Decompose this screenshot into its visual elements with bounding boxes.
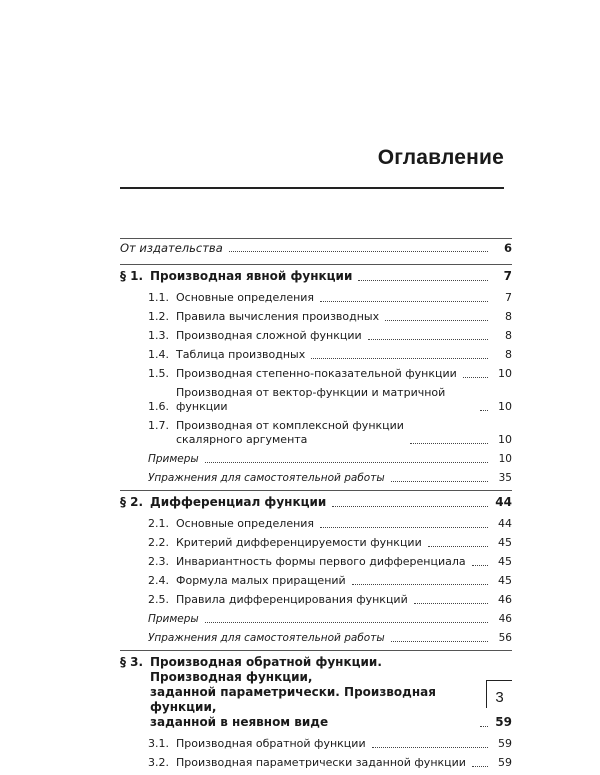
entry-number: 2.3. [148, 555, 169, 568]
section-rule [120, 650, 512, 651]
toc-entry-1-3[interactable] [120, 329, 512, 343]
leader-dots [205, 622, 488, 623]
toc-entry-2-examples[interactable] [120, 612, 512, 626]
entry-page: 10 [498, 433, 512, 446]
toc-entry-1-1[interactable] [120, 291, 512, 305]
leader-dots [332, 506, 488, 507]
entry-title: Производная параметрически заданной функции [176, 756, 466, 769]
entry-page: 45 [498, 536, 512, 549]
toc-entry-1-4[interactable] [120, 348, 512, 362]
leader-dots [480, 410, 488, 411]
section-title-line: заданной параметрически. Производная функции, [150, 685, 436, 714]
toc-entry-2-3[interactable] [120, 555, 512, 569]
entry-page: 7 [505, 291, 512, 304]
leader-dots [205, 462, 488, 463]
section-title: Производная явной функции [150, 269, 353, 283]
entry-number: 1.3. [148, 329, 169, 342]
entry-title: Примеры [148, 613, 199, 625]
section-page: 44 [495, 495, 512, 509]
entry-title-line: Производная от комплексной функции [176, 419, 404, 432]
leader-dots [391, 641, 488, 642]
section-title-line: заданной в неявном виде [150, 715, 329, 729]
leader-dots [414, 603, 488, 604]
entry-title: Примеры [148, 453, 199, 465]
entry-title: Упражнения для самостоятельной работы [148, 472, 385, 484]
entry-page: 10 [498, 400, 512, 413]
entry-page: 59 [498, 737, 512, 750]
entry-page: 56 [498, 632, 512, 644]
entry-page: 45 [498, 555, 512, 568]
entry-number: 2.4. [148, 574, 169, 587]
entry-page: 8 [505, 310, 512, 323]
entry-number: 1.2. [148, 310, 169, 323]
section-title [150, 655, 474, 730]
toc-entry-3-1[interactable] [120, 737, 512, 751]
entry-number: 1.4. [148, 348, 169, 361]
entry-number: 1.1. [148, 291, 169, 304]
leader-dots [410, 443, 488, 444]
entry-number: 1.7. [148, 419, 169, 432]
section-page: 7 [503, 269, 512, 283]
toc-entry-1-5[interactable] [120, 367, 512, 381]
title-rule [120, 187, 504, 189]
page-title: Оглавление [377, 146, 504, 169]
section-title: Дифференциал функции [150, 495, 327, 509]
toc-entry-1-7[interactable] [120, 419, 512, 447]
entry-title: Производная степенно-показательной функции [176, 367, 457, 380]
section-number: § 1. [120, 269, 144, 283]
toc-rule [120, 238, 512, 239]
entry-page: 44 [498, 517, 512, 530]
entry-title: Правила вычисления производных [176, 310, 380, 323]
leader-dots [311, 358, 488, 359]
toc-entry-label: От издательства [120, 241, 223, 255]
section-rule [120, 264, 512, 265]
entry-title: Упражнения для самостоятельной работы [148, 632, 385, 644]
toc-entry-3-2[interactable] [120, 756, 512, 770]
leader-dots [472, 565, 488, 566]
entry-number: 2.1. [148, 517, 169, 530]
table-of-contents [120, 238, 512, 775]
entry-page: 59 [498, 756, 512, 769]
entry-title: Производная обратной функции [176, 737, 366, 750]
leader-dots [385, 320, 488, 321]
entry-number: 1.6. [148, 400, 169, 413]
leader-dots [320, 301, 488, 302]
section-rule [120, 490, 512, 491]
entry-title: Критерий дифференцируемости функции [176, 536, 422, 549]
toc-entry-1-examples[interactable] [120, 452, 512, 466]
leader-dots [320, 527, 488, 528]
toc-entry-from-publisher[interactable] [120, 241, 512, 255]
entry-page: 10 [498, 453, 512, 465]
toc-entry-2-1[interactable] [120, 517, 512, 531]
leader-dots [358, 280, 488, 281]
section-page: 59 [495, 715, 512, 729]
entry-title: Таблица производных [176, 348, 306, 361]
section-number: § 3. [120, 655, 144, 669]
entry-title: Производная от вектор-функции и матричной функции [176, 386, 446, 413]
entry-number: 3.2. [148, 756, 169, 769]
entry-number: 1.5. [148, 367, 169, 380]
toc-entry-1-6[interactable] [120, 386, 512, 414]
entry-title: Основные определения [176, 291, 315, 304]
toc-entry-2-2[interactable] [120, 536, 512, 550]
leader-dots [428, 546, 488, 547]
entry-title: Правила дифференцирования функций [176, 593, 408, 606]
toc-entry-1-2[interactable] [120, 310, 512, 324]
leader-dots [352, 584, 488, 585]
toc-section-1[interactable] [120, 269, 512, 284]
toc-entry-2-4[interactable] [120, 574, 512, 588]
entry-number: 2.2. [148, 536, 169, 549]
leader-dots [229, 251, 488, 252]
entry-page: 8 [505, 348, 512, 361]
leader-dots [391, 481, 488, 482]
entry-page: 8 [505, 329, 512, 342]
entry-page: 45 [498, 574, 512, 587]
leader-dots [472, 766, 488, 767]
entry-title: Формула малых приращений [176, 574, 346, 587]
toc-section-3[interactable] [120, 655, 512, 730]
entry-page: 10 [498, 367, 512, 380]
entry-title [176, 419, 404, 447]
toc-entry-1-exercises[interactable] [120, 471, 512, 485]
leader-dots [372, 747, 488, 748]
entry-number: 2.5. [148, 593, 169, 606]
entry-title-line: скалярного аргумента [176, 433, 308, 446]
entry-title: Основные определения [176, 517, 315, 530]
toc-entry-page: 6 [503, 241, 512, 255]
section-title-line: Производная обратной функции. Производная функции, [150, 655, 382, 684]
leader-dots [463, 377, 488, 378]
entry-number: 3.1. [148, 737, 169, 750]
section-number: § 2. [120, 495, 144, 509]
toc-entry-2-exercises[interactable] [120, 631, 512, 645]
entry-page: 35 [498, 472, 512, 484]
toc-entry-2-5[interactable] [120, 593, 512, 607]
toc-section-2[interactable] [120, 495, 512, 510]
entry-title: Инвариантность формы первого дифференциала [176, 555, 466, 568]
entry-page: 46 [498, 593, 512, 606]
leader-dots [480, 726, 488, 727]
leader-dots [368, 339, 488, 340]
entry-title: Производная сложной функции [176, 329, 362, 342]
entry-page: 46 [498, 613, 512, 625]
page-number: 3 [486, 680, 512, 708]
